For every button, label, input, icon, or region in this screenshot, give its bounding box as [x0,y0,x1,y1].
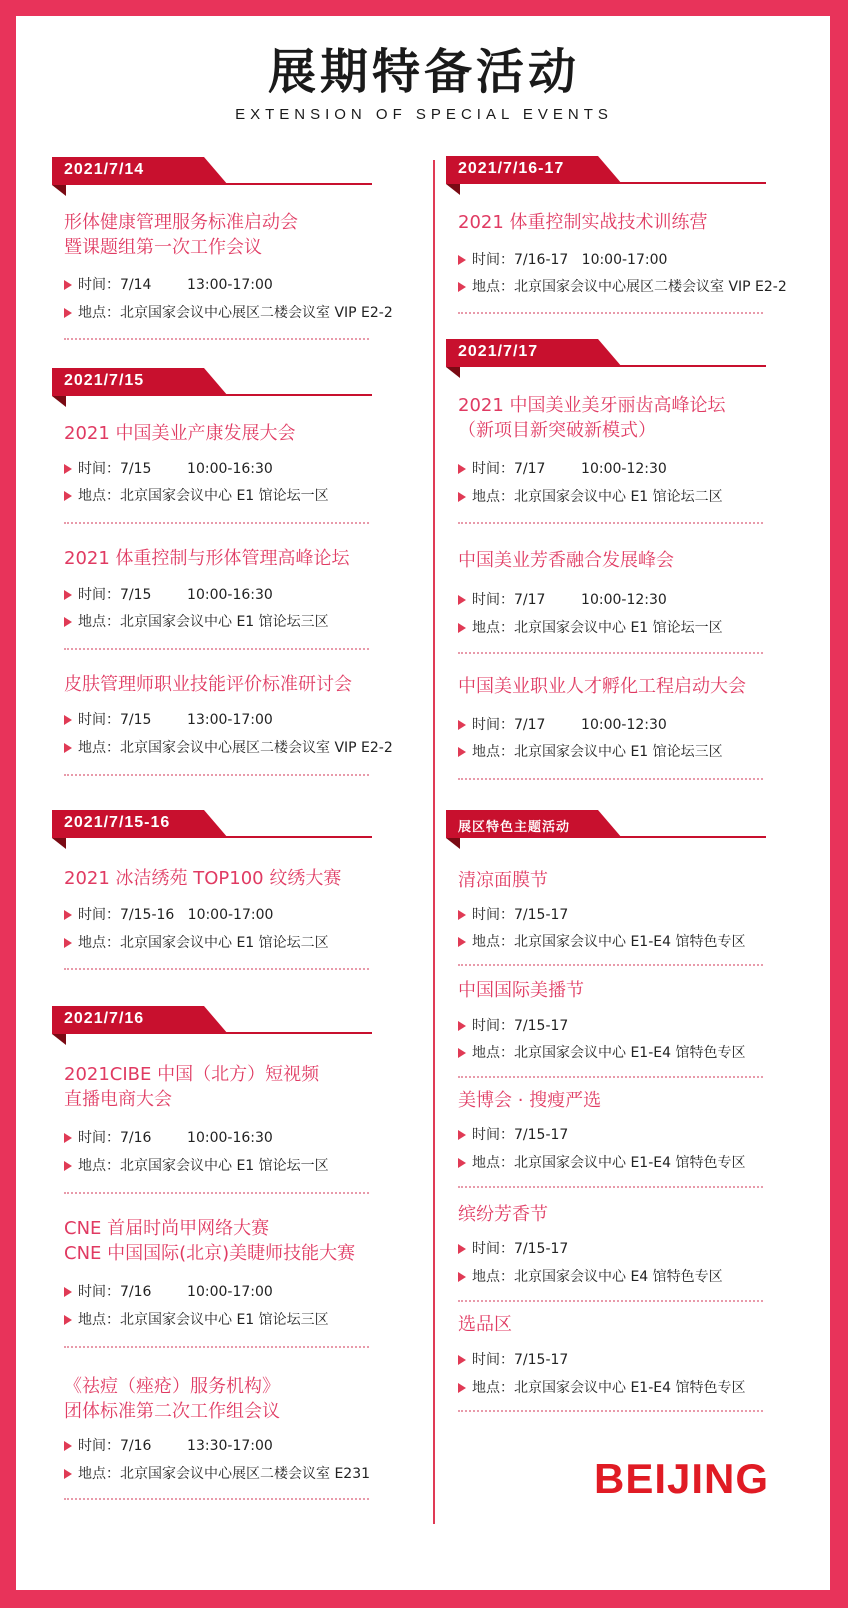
event-time-row [64,458,273,478]
dotted-separator [458,1186,763,1188]
place-value: 北京国家会议中心 E1 馆论坛一区 [120,1158,329,1174]
arrow-icon [458,1272,466,1282]
place-label: 地点： [472,934,514,950]
event-title: 2021 中国美业美牙丽齿高峰论坛 [458,395,726,416]
arrow-icon [64,743,72,753]
banner-rule [606,182,766,184]
arrow-icon [64,280,72,290]
place-value: 北京国家会议中心 E1 馆论坛三区 [514,744,723,760]
arrow-icon [64,938,72,948]
dotted-separator [458,1076,763,1078]
arrow-icon [64,1441,72,1451]
place-value: 北京国家会议中心 E1 馆论坛三区 [120,1312,329,1328]
arrow-icon [458,1021,466,1031]
arrow-icon [458,937,466,947]
arrow-icon [64,910,72,920]
page-title: 展期特备活动 [267,44,580,100]
event-time-row [64,904,273,924]
event-time-row [64,1435,273,1455]
place-value: 北京国家会议中心展区二楼会议室 VIP E2-2 [120,305,393,321]
banner-date: 展区特色主题活动 [458,820,571,835]
time-label: 时间： [78,907,120,923]
arrow-icon [64,491,72,501]
event-time-row [64,274,273,294]
time-value: 7/14 13:00-17:00 [120,277,273,293]
place-label: 地点： [472,1380,514,1396]
dotted-separator [458,964,763,966]
column-divider [433,160,435,1524]
event-place-row [64,1309,329,1329]
event-time-row [458,458,667,478]
banner-date: 2021/7/14 [64,161,145,178]
banner-rule [212,183,372,185]
event-place-row [64,302,393,322]
event-title: 中国美业芳香融合发展峰会 [458,550,674,571]
dotted-separator [64,774,369,776]
event-title: 中国美业职业人才孵化工程启动大会 [458,676,746,697]
event-place-row [64,485,329,505]
event-time-row [458,589,667,609]
event-title: （新项目新突破新模式） [458,420,656,441]
time-value: 7/15-17 [514,907,569,923]
arrow-icon [64,1469,72,1479]
event-place-row [458,1042,745,1062]
time-label: 时间： [78,712,120,728]
event-title: 《祛痘（痤疮）服务机构》 [64,1376,280,1397]
arrow-icon [64,1315,72,1325]
event-place-row [64,737,393,757]
arrow-icon [64,590,72,600]
event-title: 形体健康管理服务标准启动会 [64,212,298,233]
arrow-icon [64,464,72,474]
place-label: 地点： [472,279,514,295]
dotted-separator [458,1410,763,1412]
place-label: 地点： [472,1155,514,1171]
event-place-row [458,1152,745,1172]
place-label: 地点： [472,620,514,636]
event-title: 团体标准第二次工作组会议 [64,1401,280,1422]
place-value: 北京国家会议中心 E1-E4 馆特色专区 [514,934,746,950]
arrow-icon [64,1161,72,1171]
dotted-separator [64,338,369,340]
time-label: 时间： [472,461,514,477]
place-value: 北京国家会议中心 E1 馆论坛三区 [120,614,329,630]
dotted-separator [64,522,369,524]
event-title: 美博会 · 搜瘦严选 [458,1090,602,1111]
event-title: 2021 体重控制与形体管理高峰论坛 [64,548,350,569]
event-time-row [64,1281,273,1301]
time-label: 时间： [472,1127,514,1143]
arrow-icon [64,1287,72,1297]
event-place-row [64,1155,329,1175]
place-value: 北京国家会议中心 E1 馆论坛二区 [514,489,723,505]
time-label: 时间： [472,252,514,268]
event-place-row [458,1377,745,1397]
dotted-separator [64,1192,369,1194]
time-value: 7/17 10:00-12:30 [514,717,667,733]
time-value: 7/15 13:00-17:00 [120,712,273,728]
arrow-icon [458,1383,466,1393]
event-time-row [458,904,568,924]
arrow-icon [458,720,466,730]
event-place-row [458,1266,723,1286]
time-value: 7/15 10:00-16:30 [120,587,273,603]
time-value: 7/15-16 10:00-17:00 [120,907,274,923]
banner-date: 2021/7/17 [458,343,539,360]
banner-date: 2021/7/15-16 [64,814,171,831]
time-label: 时间： [78,1438,120,1454]
event-place-row [458,931,745,951]
place-value: 北京国家会议中心 E1 馆论坛一区 [514,620,723,636]
arrow-icon [458,492,466,502]
place-value: 北京国家会议中心 E1 馆论坛二区 [120,935,329,951]
dotted-separator [64,968,369,970]
event-title: 选品区 [458,1314,512,1335]
event-place-row [64,1463,370,1483]
arrow-icon [458,1130,466,1140]
banner-rule [212,1032,372,1034]
arrow-icon [458,595,466,605]
place-label: 地点： [78,1312,120,1328]
time-value: 7/16-17 10:00-17:00 [514,252,668,268]
arrow-icon [64,617,72,627]
time-value: 7/15-17 [514,1127,569,1143]
place-value: 北京国家会议中心展区二楼会议室 VIP E2-2 [514,279,787,295]
time-label: 时间： [78,277,120,293]
time-value: 7/15-17 [514,1018,569,1034]
event-title: 直播电商大会 [64,1089,172,1110]
place-label: 地点： [78,488,120,504]
place-label: 地点： [472,489,514,505]
banner-rule [606,836,766,838]
arrow-icon [458,282,466,292]
dotted-separator [458,522,763,524]
page-subtitle: EXTENSION OF SPECIAL EVENTS [235,106,613,123]
time-value: 7/17 10:00-12:30 [514,461,667,477]
arrow-icon [458,255,466,265]
place-label: 地点： [78,935,120,951]
time-label: 时间： [472,717,514,733]
event-time-row [64,584,273,604]
arrow-icon [458,1158,466,1168]
banner-date: 2021/7/15 [64,372,145,389]
arrow-icon [458,747,466,757]
dotted-separator [64,1346,369,1348]
event-title: 2021CIBE 中国（北方）短视频 [64,1064,320,1085]
event-title: 暨课题组第一次工作会议 [64,237,262,258]
place-label: 地点： [78,740,120,756]
event-time-row [64,709,273,729]
event-place-row [458,486,723,506]
event-title: 2021 冰洁绣苑 TOP100 纹绣大赛 [64,868,342,889]
event-time-row [458,249,667,269]
arrow-icon [64,308,72,318]
arrow-icon [458,1048,466,1058]
event-title: 2021 体重控制实战技术训练营 [458,212,708,233]
dotted-separator [458,778,763,780]
time-label: 时间： [78,1130,120,1146]
place-value: 北京国家会议中心 E1-E4 馆特色专区 [514,1380,746,1396]
event-time-row [458,1015,568,1035]
time-value: 7/16 10:00-16:30 [120,1130,273,1146]
arrow-icon [458,1355,466,1365]
arrow-icon [458,910,466,920]
banner-rule [606,365,766,367]
date-banner [446,339,766,367]
city-logo: BEIJING [594,1455,770,1502]
arrow-icon [458,1244,466,1254]
event-title: 清凉面膜节 [458,870,548,891]
event-title: 缤纷芳香节 [458,1204,548,1225]
time-value: 7/15-17 [514,1352,569,1368]
place-value: 北京国家会议中心展区二楼会议室 VIP E2-2 [120,740,393,756]
time-label: 时间： [472,907,514,923]
time-label: 时间： [78,1284,120,1300]
date-banner [446,810,766,838]
time-value: 7/15-17 [514,1241,569,1257]
event-time-row [458,1349,568,1369]
time-label: 时间： [472,1241,514,1257]
place-value: 北京国家会议中心 E1-E4 馆特色专区 [514,1045,746,1061]
place-label: 地点： [78,305,120,321]
event-time-row [458,1124,568,1144]
arrow-icon [458,464,466,474]
banner-date: 2021/7/16 [64,1010,145,1027]
time-value: 7/16 13:30-17:00 [120,1438,273,1454]
event-title: 2021 中国美业产康发展大会 [64,423,296,444]
dotted-separator [458,1300,763,1302]
place-label: 地点： [472,744,514,760]
dotted-separator [458,652,763,654]
dotted-separator [64,648,369,650]
place-value: 北京国家会议中心 E1 馆论坛一区 [120,488,329,504]
time-label: 时间： [472,1018,514,1034]
place-label: 地点： [472,1045,514,1061]
time-value: 7/17 10:00-12:30 [514,592,667,608]
event-title: CNE 中国国际(北京)美睫师技能大赛 [64,1243,356,1264]
event-time-row [64,1127,273,1147]
time-label: 时间： [472,592,514,608]
time-value: 7/15 10:00-16:30 [120,461,273,477]
banner-rule [212,836,372,838]
time-value: 7/16 10:00-17:00 [120,1284,273,1300]
event-time-row [458,714,667,734]
event-place-row [64,932,329,952]
dotted-separator [64,1498,369,1500]
event-place-row [458,617,723,637]
event-place-row [458,741,723,761]
place-value: 北京国家会议中心 E1-E4 馆特色专区 [514,1155,746,1171]
arrow-icon [64,715,72,725]
banner-date: 2021/7/16-17 [458,160,565,177]
date-banner [52,1006,372,1034]
event-place-row [458,276,787,296]
place-value: 北京国家会议中心 E4 馆特色专区 [514,1269,723,1285]
arrow-icon [64,1133,72,1143]
place-value: 北京国家会议中心展区二楼会议室 E231 [120,1466,371,1482]
event-place-row [64,611,329,631]
date-banner [52,368,372,396]
place-label: 地点： [78,1466,120,1482]
place-label: 地点： [472,1269,514,1285]
time-label: 时间： [472,1352,514,1368]
time-label: 时间： [78,587,120,603]
event-title: CNE 首届时尚甲网络大赛 [64,1218,270,1239]
date-banner [446,156,766,184]
dotted-separator [458,312,763,314]
date-banner [52,810,372,838]
banner-rule [212,394,372,396]
place-label: 地点： [78,614,120,630]
event-time-row [458,1238,568,1258]
date-banner [52,157,372,185]
place-label: 地点： [78,1158,120,1174]
event-title: 皮肤管理师职业技能评价标准研讨会 [64,674,352,695]
event-title: 中国国际美播节 [458,980,584,1001]
time-label: 时间： [78,461,120,477]
arrow-icon [458,623,466,633]
